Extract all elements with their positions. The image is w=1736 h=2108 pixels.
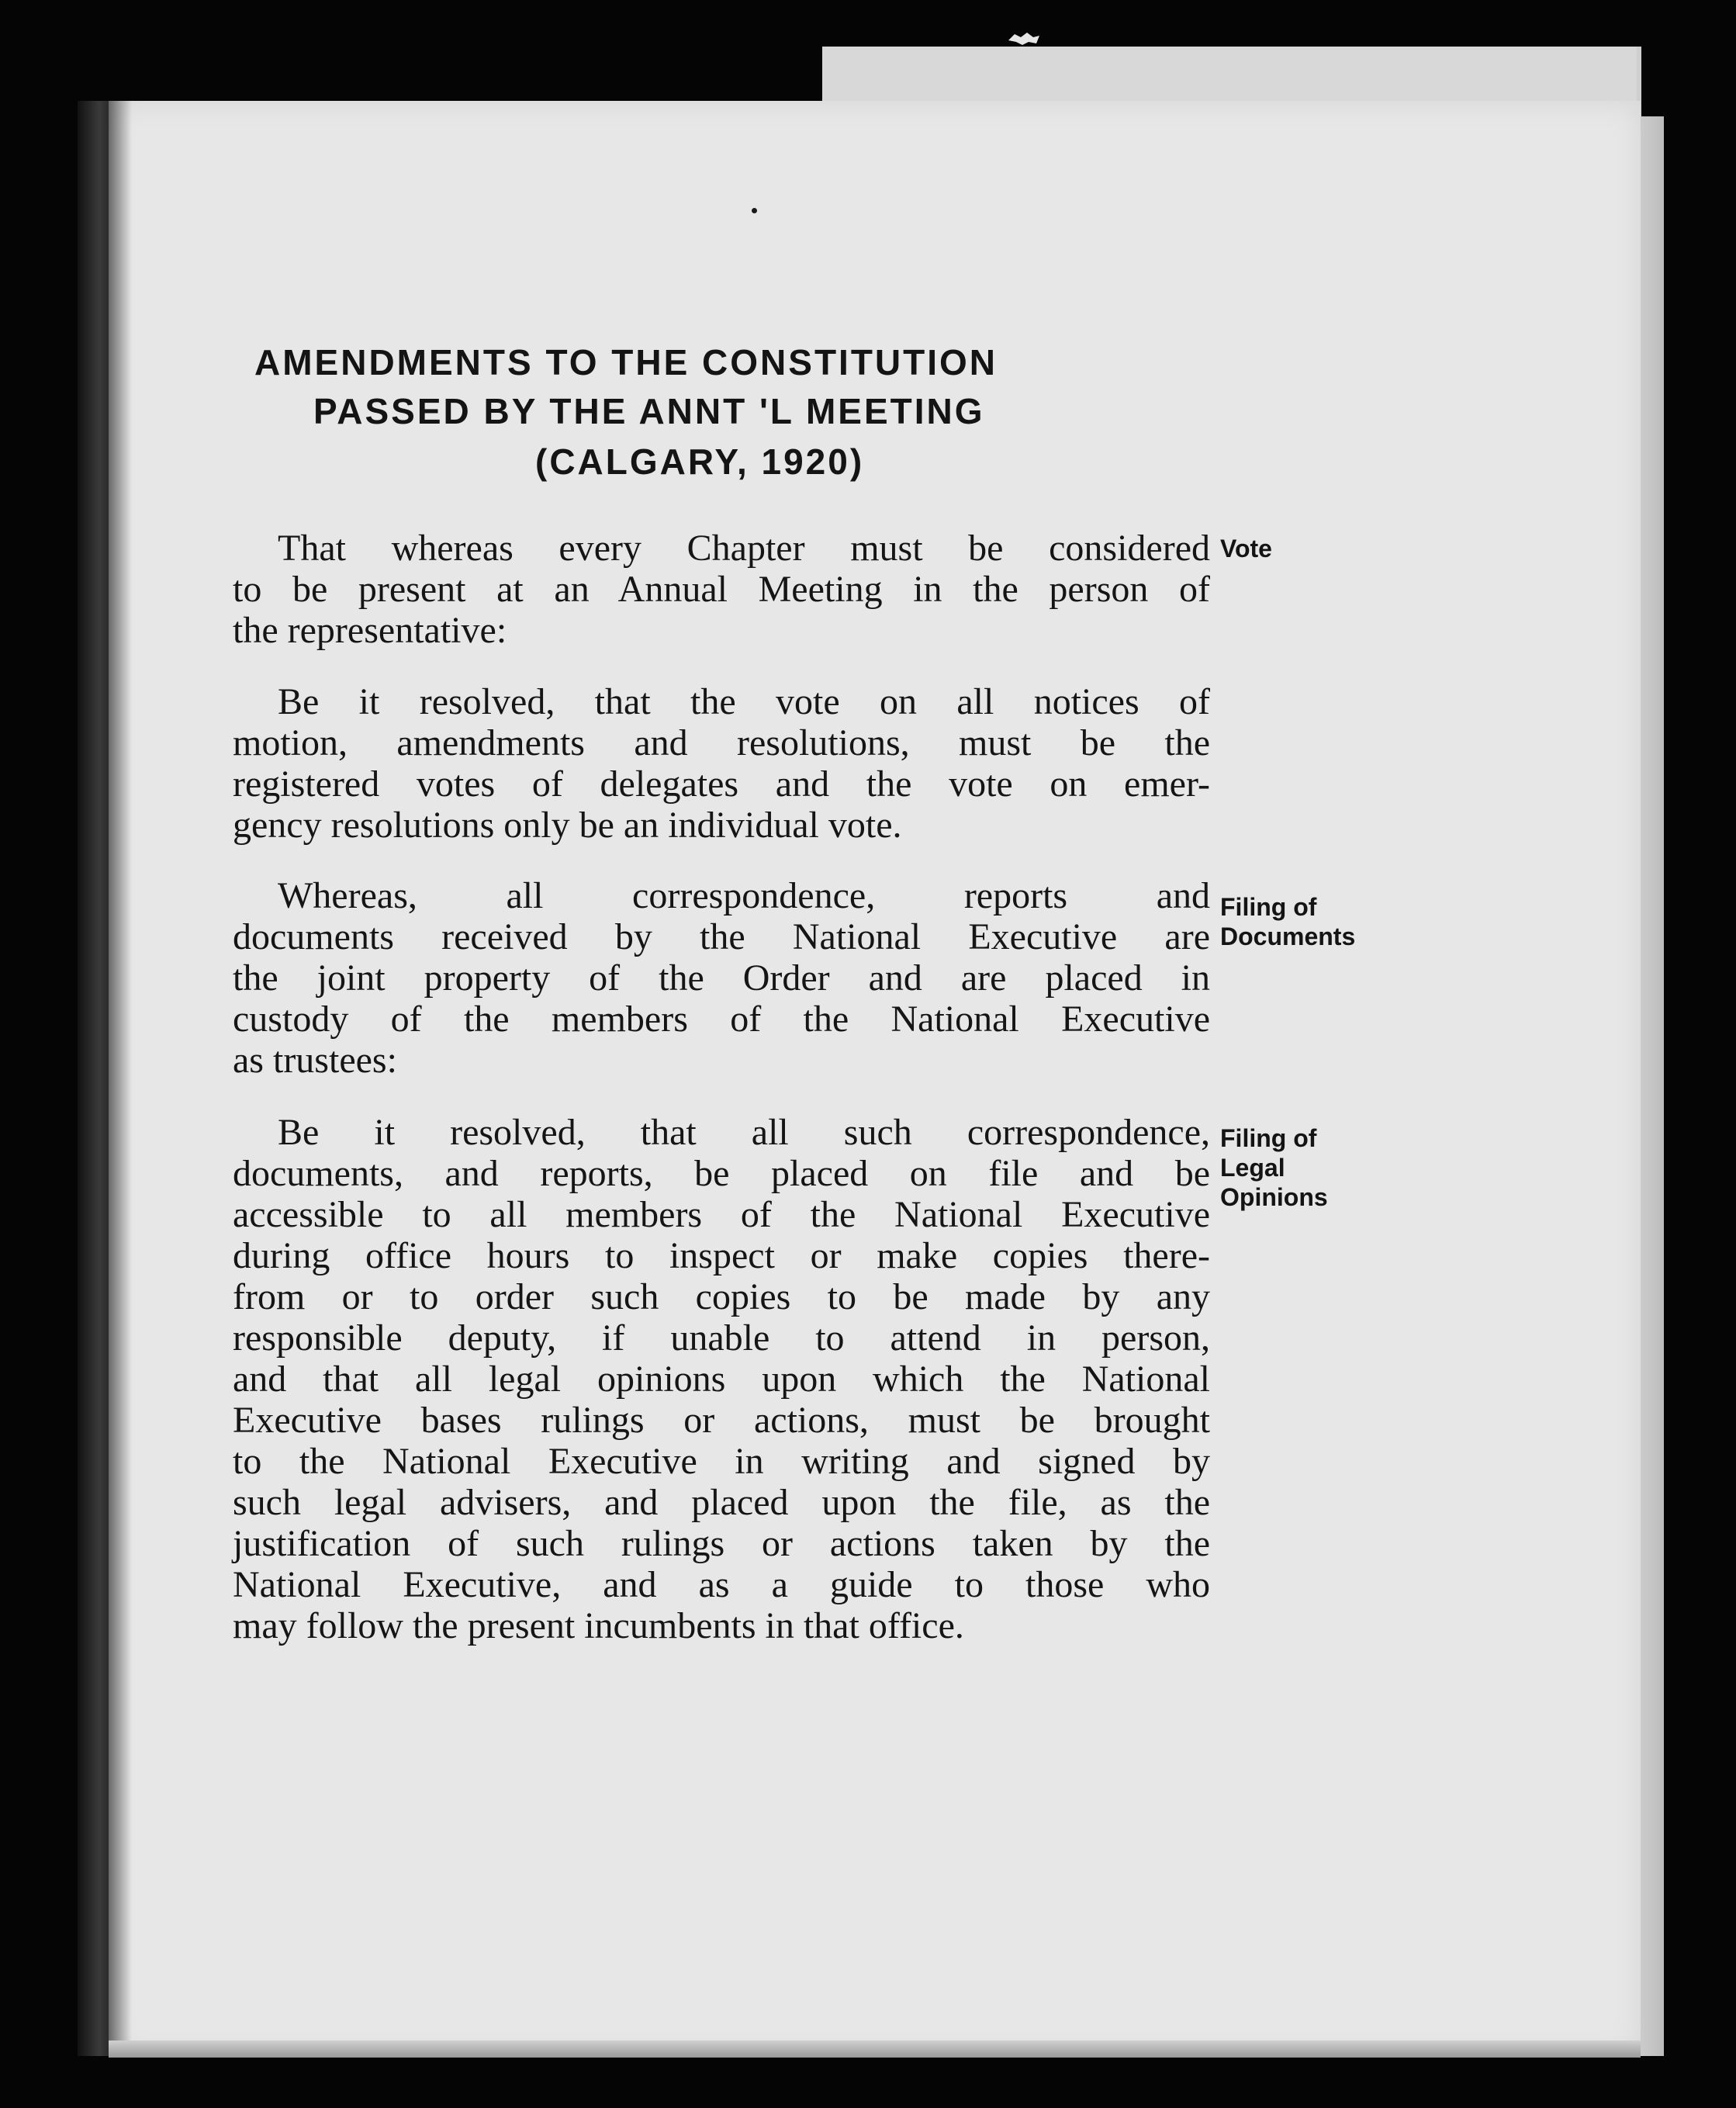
paragraph-line: accessible to all members of the National Executive [233,1194,1210,1235]
margin-note-filing-documents [1220,892,1355,951]
paragraph-documents-resolution [233,1112,1210,1646]
paragraph-line: registered votes of delegates and the vote on emer- [233,763,1210,805]
title-line-2: PASSED BY THE ANNT 'L MEETING [313,391,985,431]
paragraph-line: during office hours to inspect or make copies there- [233,1235,1210,1276]
title-line-1: AMENDMENTS TO THE CONSTITUTION [254,342,998,382]
paragraph-documents-preamble [233,875,1210,1081]
paragraph-line: That whereas every Chapter must be considered [278,528,1210,569]
paragraph-line: from or to order such copies to be made by any [233,1276,1210,1317]
paragraph-line: documents received by the National Executive are [233,916,1210,957]
margin-note-filing-legal-opinions [1220,1123,1328,1212]
margin-note-vote [1220,534,1272,563]
paragraph-line: responsible deputy, if unable to attend in person, [233,1317,1210,1359]
paragraph-line: the representative: [233,610,507,651]
paragraph-vote-resolution [233,681,1210,846]
paragraph-vote-preamble [233,528,1210,651]
margin-note-line: Filing of [1220,1124,1317,1152]
paragraph-line: the joint property of the Order and are placed in [233,957,1210,999]
margin-note-line: Filing of [1220,893,1317,921]
margin-note-line: Vote [1220,535,1272,562]
paragraph-line: to be present at an Annual Meeting in the person of [233,569,1210,610]
paragraph-line: Whereas, all correspondence, reports and [278,875,1210,916]
paragraph-line: justification of such rulings or actions taken by the [233,1523,1210,1564]
paragraph-line: Be it resolved, that all such correspondence, [278,1112,1210,1153]
dust-speck [752,208,757,213]
paragraph-line: may follow the present incumbents in that office. [233,1605,964,1646]
margin-note-line: Opinions [1220,1183,1328,1211]
margin-note-line: Documents [1220,922,1356,950]
title-line-3: (CALGARY, 1920) [535,441,865,482]
paragraph-line: as trustees: [233,1040,397,1081]
paragraph-line: such legal advisers, and placed upon the file, as the [233,1482,1210,1523]
paragraph-line: National Executive, and as a guide to those who [233,1564,1210,1605]
paragraph-line: and that all legal opinions upon which the National [233,1359,1210,1400]
paragraph-line: custody of the members of the National Executive [233,999,1210,1040]
paragraph-line: documents, and reports, be placed on file and be [233,1153,1210,1194]
paragraph-line: gency resolutions only be an individual vote. [233,805,902,846]
margin-note-line: Legal [1220,1154,1285,1182]
paragraph-line: Be it resolved, that the vote on all notices of [278,681,1210,722]
paragraph-line: motion, amendments and resolutions, must be the [233,722,1210,763]
paragraph-line: to the National Executive in writing and signed by [233,1441,1210,1482]
paragraph-line: Executive bases rulings or actions, must be brought [233,1400,1210,1441]
